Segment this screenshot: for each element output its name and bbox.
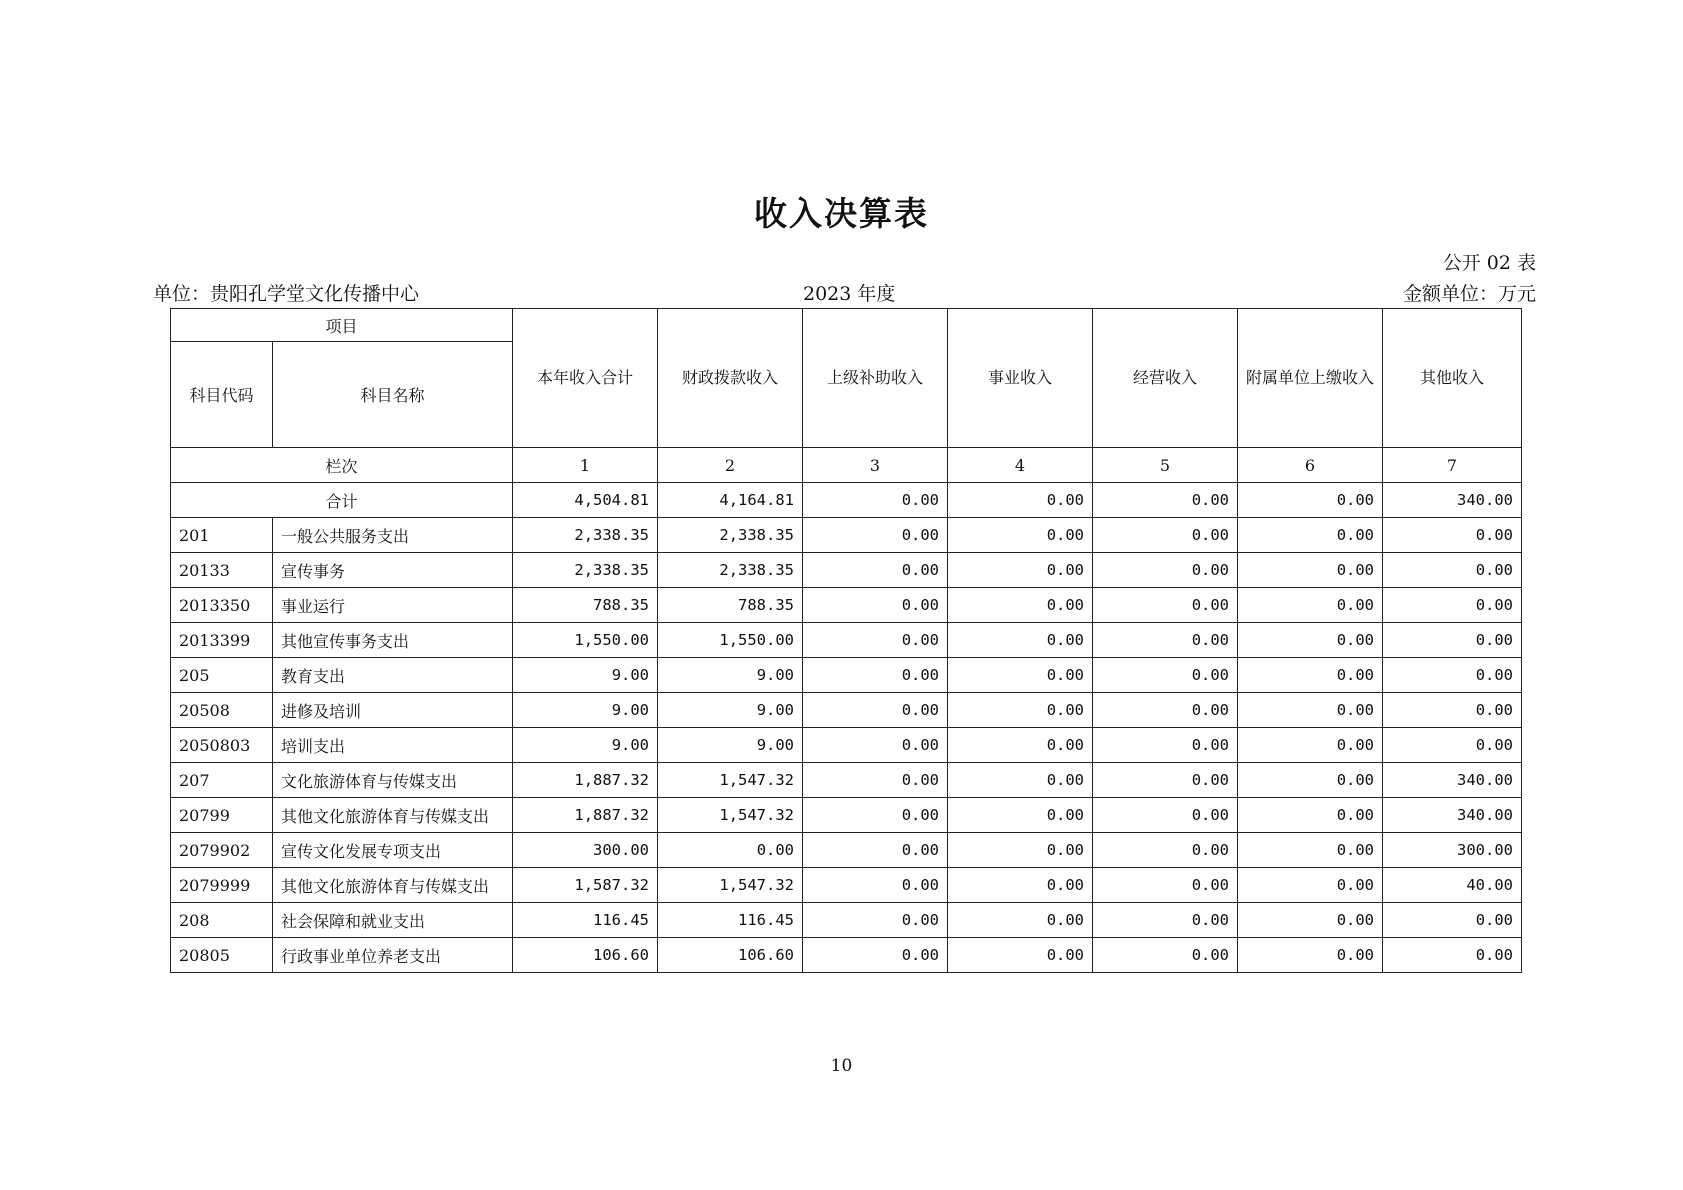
row-value: 9.00 — [658, 693, 803, 728]
row-code: 205 — [171, 658, 273, 693]
row-value: 0.00 — [948, 833, 1093, 868]
page-number: 10 — [830, 1056, 853, 1076]
table-row — [171, 658, 1522, 693]
row-value: 340.00 — [1383, 763, 1522, 798]
row-value: 0.00 — [803, 903, 948, 938]
total-value: 0.00 — [1093, 483, 1238, 518]
row-name: 进修及培训 — [273, 693, 513, 728]
row-value: 788.35 — [513, 588, 658, 623]
header-col-5: 经营收入 — [1093, 309, 1238, 448]
row-value: 1,887.32 — [513, 763, 658, 798]
row-value: 0.00 — [1093, 833, 1238, 868]
row-value: 1,547.32 — [658, 868, 803, 903]
total-label: 合计 — [171, 483, 513, 518]
row-name: 宣传事务 — [273, 553, 513, 588]
row-value: 0.00 — [1383, 623, 1522, 658]
total-value: 340.00 — [1383, 483, 1522, 518]
row-value: 106.60 — [658, 938, 803, 973]
row-value: 1,587.32 — [513, 868, 658, 903]
row-value: 0.00 — [1238, 903, 1383, 938]
total-value: 0.00 — [803, 483, 948, 518]
income-table — [170, 308, 1522, 973]
row-value: 0.00 — [1093, 938, 1238, 973]
row-value: 0.00 — [948, 903, 1093, 938]
row-code: 20508 — [171, 693, 273, 728]
row-value: 1,550.00 — [658, 623, 803, 658]
year-label: 2023 年度 — [803, 283, 896, 305]
row-value: 0.00 — [948, 763, 1093, 798]
row-code: 2013399 — [171, 623, 273, 658]
table-row — [171, 763, 1522, 798]
row-value: 0.00 — [1383, 903, 1522, 938]
index-3: 3 — [803, 448, 948, 483]
table-row — [171, 693, 1522, 728]
row-code: 2050803 — [171, 728, 273, 763]
row-name: 社会保障和就业支出 — [273, 903, 513, 938]
row-value: 0.00 — [1093, 903, 1238, 938]
page-title: 收入决算表 — [754, 194, 929, 233]
row-value: 0.00 — [803, 623, 948, 658]
row-value: 0.00 — [1238, 693, 1383, 728]
row-name: 其他宣传事务支出 — [273, 623, 513, 658]
row-value: 300.00 — [1383, 833, 1522, 868]
row-value: 0.00 — [1238, 518, 1383, 553]
row-value: 0.00 — [1383, 553, 1522, 588]
row-name: 宣传文化发展专项支出 — [273, 833, 513, 868]
row-value: 2,338.35 — [513, 518, 658, 553]
row-value: 0.00 — [803, 518, 948, 553]
row-value: 0.00 — [948, 623, 1093, 658]
row-value: 0.00 — [948, 518, 1093, 553]
row-name: 事业运行 — [273, 588, 513, 623]
row-value: 0.00 — [948, 798, 1093, 833]
row-value: 0.00 — [948, 588, 1093, 623]
row-value: 0.00 — [1093, 518, 1238, 553]
table-row — [171, 728, 1522, 763]
row-value: 0.00 — [1093, 588, 1238, 623]
row-code: 207 — [171, 763, 273, 798]
row-value: 788.35 — [658, 588, 803, 623]
row-value: 0.00 — [658, 833, 803, 868]
row-code: 20133 — [171, 553, 273, 588]
row-value: 1,547.32 — [658, 798, 803, 833]
index-1: 1 — [513, 448, 658, 483]
header-col-4: 事业收入 — [948, 309, 1093, 448]
row-value: 0.00 — [1383, 588, 1522, 623]
row-value: 0.00 — [948, 658, 1093, 693]
row-value: 0.00 — [803, 938, 948, 973]
row-value: 0.00 — [948, 728, 1093, 763]
table-row — [171, 868, 1522, 903]
header-col-1: 本年收入合计 — [513, 309, 658, 448]
row-name: 其他文化旅游体育与传媒支出 — [273, 798, 513, 833]
row-value: 0.00 — [803, 553, 948, 588]
total-value: 4,504.81 — [513, 483, 658, 518]
row-value: 0.00 — [803, 798, 948, 833]
row-name: 文化旅游体育与传媒支出 — [273, 763, 513, 798]
table-row — [171, 518, 1522, 553]
table-row — [171, 903, 1522, 938]
index-6: 6 — [1238, 448, 1383, 483]
row-value: 9.00 — [513, 728, 658, 763]
table-row — [171, 798, 1522, 833]
total-value: 4,164.81 — [658, 483, 803, 518]
table-row — [171, 553, 1522, 588]
header-col-6: 附属单位上缴收入 — [1238, 309, 1383, 448]
row-value: 0.00 — [1383, 518, 1522, 553]
row-value: 0.00 — [1383, 728, 1522, 763]
row-value: 0.00 — [1238, 938, 1383, 973]
row-value: 116.45 — [513, 903, 658, 938]
row-value: 0.00 — [803, 833, 948, 868]
total-row — [171, 483, 1522, 518]
row-value: 0.00 — [1093, 693, 1238, 728]
index-2: 2 — [658, 448, 803, 483]
table-row — [171, 833, 1522, 868]
row-value: 0.00 — [1238, 798, 1383, 833]
header-code: 科目代码 — [171, 342, 273, 448]
row-value: 0.00 — [1093, 868, 1238, 903]
row-value: 0.00 — [1383, 658, 1522, 693]
row-value: 340.00 — [1383, 798, 1522, 833]
row-value: 300.00 — [513, 833, 658, 868]
row-value: 2,338.35 — [513, 553, 658, 588]
row-value: 0.00 — [948, 938, 1093, 973]
row-value: 0.00 — [1238, 623, 1383, 658]
row-name: 培训支出 — [273, 728, 513, 763]
row-value: 106.60 — [513, 938, 658, 973]
row-value: 0.00 — [1093, 553, 1238, 588]
row-value: 0.00 — [803, 658, 948, 693]
table-row — [171, 623, 1522, 658]
row-value: 0.00 — [803, 588, 948, 623]
row-code: 201 — [171, 518, 273, 553]
row-value: 0.00 — [1238, 728, 1383, 763]
row-value: 9.00 — [513, 658, 658, 693]
row-code: 20799 — [171, 798, 273, 833]
unit-label: 单位：贵阳孔学堂文化传播中心 — [153, 283, 420, 305]
row-value: 0.00 — [1093, 658, 1238, 693]
header-row-top — [171, 309, 1522, 342]
row-value: 0.00 — [1093, 763, 1238, 798]
row-value: 0.00 — [1238, 553, 1383, 588]
row-value: 0.00 — [1238, 588, 1383, 623]
row-value: 0.00 — [1238, 658, 1383, 693]
row-value: 0.00 — [948, 693, 1093, 728]
header-project: 项目 — [171, 309, 513, 342]
row-value: 0.00 — [803, 693, 948, 728]
row-code: 2013350 — [171, 588, 273, 623]
row-code: 20805 — [171, 938, 273, 973]
index-label: 栏次 — [171, 448, 513, 483]
header-name: 科目名称 — [273, 342, 513, 448]
index-4: 4 — [948, 448, 1093, 483]
row-value: 1,887.32 — [513, 798, 658, 833]
row-value: 0.00 — [1238, 833, 1383, 868]
table-row — [171, 938, 1522, 973]
row-value: 116.45 — [658, 903, 803, 938]
money-unit-label: 金额单位：万元 — [1402, 283, 1536, 305]
row-value: 0.00 — [803, 728, 948, 763]
row-value: 2,338.35 — [658, 553, 803, 588]
row-value: 0.00 — [803, 868, 948, 903]
report-meta — [153, 279, 1536, 305]
row-value: 0.00 — [948, 553, 1093, 588]
header-col-2: 财政拨款收入 — [658, 309, 803, 448]
total-value: 0.00 — [1238, 483, 1383, 518]
row-code: 2079999 — [171, 868, 273, 903]
row-name: 其他文化旅游体育与传媒支出 — [273, 868, 513, 903]
row-value: 0.00 — [1093, 798, 1238, 833]
row-value: 9.00 — [513, 693, 658, 728]
row-value: 9.00 — [658, 728, 803, 763]
row-name: 教育支出 — [273, 658, 513, 693]
table-row — [171, 588, 1522, 623]
row-value: 9.00 — [658, 658, 803, 693]
row-value: 0.00 — [803, 763, 948, 798]
row-value: 0.00 — [948, 868, 1093, 903]
total-value: 0.00 — [948, 483, 1093, 518]
row-value: 2,338.35 — [658, 518, 803, 553]
index-row — [171, 448, 1522, 483]
row-value: 0.00 — [1093, 623, 1238, 658]
row-value: 0.00 — [1093, 728, 1238, 763]
row-name: 一般公共服务支出 — [273, 518, 513, 553]
row-value: 0.00 — [1238, 868, 1383, 903]
row-value: 0.00 — [1383, 693, 1522, 728]
header-col-3: 上级补助收入 — [803, 309, 948, 448]
index-5: 5 — [1093, 448, 1238, 483]
row-value: 1,550.00 — [513, 623, 658, 658]
row-name: 行政事业单位养老支出 — [273, 938, 513, 973]
form-number: 公开 02 表 — [1442, 252, 1536, 274]
row-value: 0.00 — [1383, 938, 1522, 973]
row-code: 208 — [171, 903, 273, 938]
row-value: 40.00 — [1383, 868, 1522, 903]
index-7: 7 — [1383, 448, 1522, 483]
row-value: 1,547.32 — [658, 763, 803, 798]
row-code: 2079902 — [171, 833, 273, 868]
row-value: 0.00 — [1238, 763, 1383, 798]
header-col-7: 其他收入 — [1383, 309, 1522, 448]
